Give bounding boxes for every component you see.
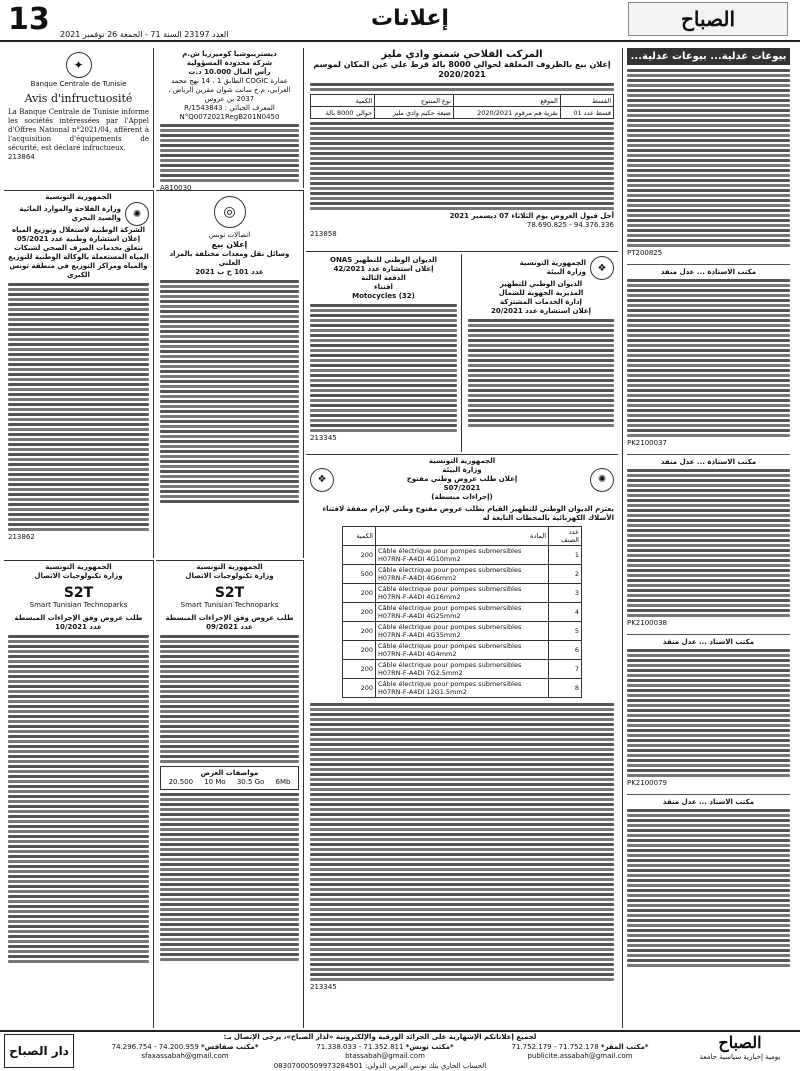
company-line6: N°Q0072021RegB201N0450: [179, 113, 280, 121]
row-no: 3: [549, 584, 582, 603]
td-lot: قسط عدد 01: [560, 107, 613, 119]
footer-headline: لجميع إعلاناتكم الإشهارية على الجرائد الورقية والإلكترونية «لدار الصباح»، يرجى الإتصال بـ:: [223, 1033, 537, 1041]
water-l1: الجمهورية التونسية: [45, 193, 112, 201]
s2t-left-title: طلب عروض وفق الإجراءات المبسطة عدد 10/2021: [14, 614, 143, 631]
telecom-title: إعلان بيع: [211, 240, 248, 249]
notice-heading: مكتب الاستاذة ... عدل منفذ: [660, 458, 757, 466]
notice-block-1: [627, 69, 790, 258]
env-l3: الديوان الوطني للتطهير: [499, 280, 583, 288]
env-l1: الجمهورية التونسية: [519, 259, 586, 267]
row-item: Câble électrique pour pompes submersibles H07RN-F-A4DI 4G25mm2: [376, 603, 549, 622]
s2t-tender-mid-ad: [156, 560, 304, 1028]
footer-office-sfax: [80, 1043, 290, 1061]
office-title: *مكتب تونس*: [405, 1043, 454, 1051]
table-row: [343, 584, 582, 603]
td-product: ضيعة حكيم وادي مليز: [375, 107, 454, 119]
page-header: [0, 0, 800, 42]
row-qty: 200: [343, 622, 376, 641]
masthead: الصباح: [680, 7, 736, 31]
onas-title: إعلان استشارة عدد 42/2021: [333, 265, 434, 273]
bct-title: Avis d'infructuosité: [24, 92, 133, 105]
bct-emblem-icon: ✦: [66, 52, 92, 78]
onas-consultation-ad: [306, 254, 462, 452]
onas-logo-icon: ❖: [590, 256, 614, 280]
row-no: 6: [549, 641, 582, 660]
farm-sale-ad: [306, 48, 618, 252]
s2t-mid-l1: الجمهورية التونسية: [196, 563, 263, 571]
th-lot: القسط: [560, 95, 613, 107]
office-phones: 71.338.033 - 71.352.811: [316, 1043, 404, 1051]
bct-body: La Banque Centrale de Tunisie informe les sociétés intéressées par l'Appel d'Offres National n°2021/04, afférent à l'acquisition d'équipements de sécurité, est déclaré infructueux.: [8, 108, 149, 152]
office-email: publicite.assabah@gmail.com: [527, 1052, 633, 1060]
telecom-brand: اتصالات تونس: [208, 231, 251, 239]
tender-l3: إعلان طلب عروض وطني مفتوح: [406, 475, 518, 483]
spec-value: 30.5 Go: [236, 778, 265, 786]
s2t-logo: S2T: [214, 585, 245, 601]
s2t-logo: S2T: [63, 585, 94, 601]
td-location: بقرية هم مرقوم 2020/2021: [454, 107, 561, 119]
farm-sale-subtitle: إعلان بيع بالظروف المغلقة لحوالي 8000 بالة قرط علي عين المكان لموسم 2020/2021: [313, 60, 611, 79]
footer-office-hq: [480, 1043, 680, 1061]
env-l6: إعلان استشارة عدد 20/2021: [490, 307, 592, 315]
footer-office-tunis: [290, 1043, 480, 1061]
water-ref: 213862: [8, 533, 35, 541]
s2t-left-l1: الجمهورية التونسية: [45, 563, 112, 571]
water-l4: إعلان استشارة وطنية عدد 05/2021: [16, 235, 141, 243]
onas-logo-icon: ❖: [310, 468, 334, 492]
notice-heading: مكتب الاستاذ ... عدل منفذ: [662, 638, 755, 646]
notice-heading: مكتب الاستاذ ... عدل منفذ: [662, 798, 755, 806]
notice-ref: PT200825: [627, 249, 663, 257]
onas-sub2: اقتناء: [374, 283, 393, 291]
notice-block-3: [627, 454, 790, 628]
company-notice-ad: [156, 48, 304, 192]
table-row: [343, 622, 582, 641]
spec-value: 20.500: [168, 778, 194, 786]
notice-heading: مكتب الاستاذة ... عدل منفذ: [660, 268, 757, 276]
page-number: 13: [8, 2, 50, 37]
tender-l1: الجمهورية التونسية: [428, 457, 496, 465]
issue-info: العدد 23197 السنة 71 - الجمعة 26 نوفمبر 2021: [60, 30, 229, 39]
row-qty: 200: [343, 679, 376, 698]
notices-title: بيوعات عدلية... بيوعات عدلية...: [627, 48, 790, 65]
tender-l2: وزارة البيئة: [442, 466, 482, 474]
farm-sale-phones: 78.690.825 - 94.376.336: [526, 221, 614, 229]
row-no: 5: [549, 622, 582, 641]
company-line5: المعرف الجبائي : 1543843/R: [184, 104, 275, 112]
row-no: 2: [549, 565, 582, 584]
footer-tagline: يومية إخبارية سياسية جامعة: [699, 1053, 781, 1061]
table-row: [343, 603, 582, 622]
s2t-logo-sub: Smart Tunisian Technoparks: [29, 601, 128, 609]
tender-l5: (إجراءات مبسطة): [431, 493, 493, 501]
th-location: الموقع: [454, 95, 561, 107]
telecom-auction-ad: [156, 190, 304, 558]
row-no: 8: [549, 679, 582, 698]
row-item: Câble électrique pour pompes submersibles H07RN-F-A4DI 4G10mm2: [376, 546, 549, 565]
telecom-detail: عدد 101 ح ب 2021: [195, 268, 264, 276]
telecom-subtitle: وسائل نقل ومعدات مختلفة بالمزاد العلني: [169, 250, 290, 267]
notice-block-2: [627, 264, 790, 448]
notice-ref: PK2100079: [627, 779, 667, 787]
row-item: Câble électrique pour pompes submersibles H07RN-F-A4DI 4G6mm2: [376, 565, 549, 584]
bct-ad: [4, 48, 154, 188]
office-title: *مكتب صفاقس*: [201, 1043, 259, 1051]
row-item: Câble électrique pour pompes submersibles H07RN-F-A4DI 4G4mm2: [376, 641, 549, 660]
farm-sale-deadline: أجل قبول العروض يوم الثلاثاء 07 ديسمبر 2021: [449, 212, 614, 220]
water-l2: وزارة الفلاحة والموارد المائية والصيد البحري: [19, 205, 121, 222]
tender-ref: 213345: [310, 983, 337, 991]
table-row: [343, 679, 582, 698]
footer-badge: [4, 1034, 74, 1068]
header-masthead-logo: [628, 2, 788, 36]
th-item-no: عدد الصنف: [549, 527, 582, 546]
row-qty: 200: [343, 660, 376, 679]
th-product: نوع المنتوج: [375, 95, 454, 107]
company-line3: رأس المال 10.000 د.ت: [188, 68, 271, 76]
row-item: Câble électrique pour pompes submersibles H07RN-F-A4DI 12G1.5mm2: [376, 679, 549, 698]
row-qty: 200: [343, 641, 376, 660]
notice-block-5: [627, 794, 790, 967]
spec-box-label: مواصفات العرض: [200, 769, 259, 777]
onas-sub1: الدفعة الثالثة: [361, 274, 406, 282]
row-no: 7: [549, 660, 582, 679]
row-no: 1: [549, 546, 582, 565]
footer-masthead: [684, 1033, 796, 1069]
ministry-emblem-icon: ✺: [125, 202, 149, 226]
office-title: *مكتب المقر*: [600, 1043, 649, 1051]
notice-block-4: [627, 634, 790, 788]
bct-logo: [8, 50, 149, 80]
th-qty: الكمية: [343, 527, 376, 546]
office-email: btassabah@gmail.com: [345, 1052, 425, 1060]
row-qty: 200: [343, 546, 376, 565]
page-footer: [0, 1030, 800, 1070]
office-phones: 71.752.179 - 71.752.178: [511, 1043, 599, 1051]
s2t-mid-title: طلب عروض وفق الإجراءات المبسطة عدد 09/2021: [165, 614, 294, 631]
env-consultation-ad: [464, 254, 618, 452]
tunisia-emblem-icon: ✺: [590, 468, 614, 492]
office-phones: 74.296.754 - 74.200.959: [111, 1043, 199, 1051]
spec-value: 10 Mo: [204, 778, 226, 786]
row-qty: 200: [343, 584, 376, 603]
env-l4: المديرية الجهوية للشمال: [498, 289, 584, 297]
farm-sale-table: [310, 94, 614, 119]
td-quantity: حوالي 8000 بالة: [311, 107, 375, 119]
s2t-left-l2: وزارة تكنولوجيات الاتصال: [34, 572, 123, 580]
spec-value: 6Mb: [275, 778, 291, 786]
env-l2: وزارة البيئة: [546, 268, 586, 276]
company-line2: شركة محدودة المسؤولية: [186, 59, 273, 67]
notice-ref: PK2100038: [627, 619, 667, 627]
cable-tender-ad: [306, 454, 618, 1028]
footer-bank-line: الحساب الجاري بنك تونس العربي الدولي: 08307000509973284501: [273, 1062, 487, 1070]
telecom-logo-icon: ◎: [214, 196, 246, 228]
notice-ref: PK2100037: [627, 439, 667, 447]
water-l3: الشركة الوطنية لاستغلال وتوزيع المياه: [12, 226, 145, 234]
farm-sale-title: المركب الفلاحي شمتو وادي مليز: [381, 49, 543, 60]
spec-box: [160, 766, 299, 790]
section-title: إعلانات: [371, 6, 449, 31]
water-consultation-ad: [4, 190, 154, 558]
row-qty: 200: [343, 603, 376, 622]
row-no: 4: [549, 603, 582, 622]
row-qty: 500: [343, 565, 376, 584]
s2t-tender-left-ad: [4, 560, 154, 1028]
tender-l4: S07/2021: [443, 484, 481, 492]
th-quantity: الكمية: [311, 95, 375, 107]
judicial-notices-column: [622, 48, 794, 1028]
table-row: [343, 660, 582, 679]
onas-item: Motocycles (32): [352, 292, 415, 300]
row-item: Câble électrique pour pompes submersibles H07RN-F-A4DI 4G35mm2: [376, 622, 549, 641]
company-ref: A810030: [160, 184, 192, 192]
company-line1: ديستريبوشيا كوميرزيا ش.م: [182, 50, 277, 58]
row-item: Câble électrique pour pompes submersibles H07RN-F-A4DI 4G16mm2: [376, 584, 549, 603]
table-row: [343, 565, 582, 584]
onas-ref: 213345: [310, 434, 337, 442]
th-item: المادة: [376, 527, 549, 546]
table-row: [343, 546, 582, 565]
footer-badge-text: دار الصباح: [9, 1044, 69, 1058]
env-l5: إدارة الخدمات المشتركة: [500, 298, 582, 306]
tender-intro: يعتزم الديوان الوطني للتطهير القيام بطلب عروض مفتوح وطني لإبرام صفقة لاقتناء الأسلاك الكهربائية بالمحطات التابعة له: [322, 505, 614, 522]
s2t-logo-sub: Smart Tunisian Technoparks: [180, 601, 279, 609]
farm-sale-ref: 213858: [310, 230, 337, 238]
bct-ref: 213864: [8, 153, 35, 161]
footer-brand: الصباح: [718, 1033, 762, 1052]
office-email: sfaxassabah@gmail.com: [141, 1052, 229, 1060]
bct-bank-name: Banque Centrale de Tunisie: [30, 80, 127, 88]
row-item: Câble électrique pour pompes submersibles H07RN-F-A4DI 7G2.5mm2: [376, 660, 549, 679]
company-line4: عمارة COGIC الطابق 1 ، 14 نهج محمد الغرابي، م.ح سانت شوان مقرين الرياض ، 2037 بن عروس: [168, 77, 291, 103]
table-row: [343, 641, 582, 660]
cable-table: [342, 526, 582, 698]
s2t-mid-l2: وزارة تكنولوجيات الاتصال: [185, 572, 274, 580]
onas-org: الديوان الوطني للتطهير ONAS: [330, 256, 437, 264]
water-l5: تتعلق بخدمات الصرف الصحي لشبكات المياه المستعملة بالوكالة الوطنية للتوزيع والمياه ومراكز التوزيع في منطقة تونس الكبرى: [8, 244, 149, 279]
